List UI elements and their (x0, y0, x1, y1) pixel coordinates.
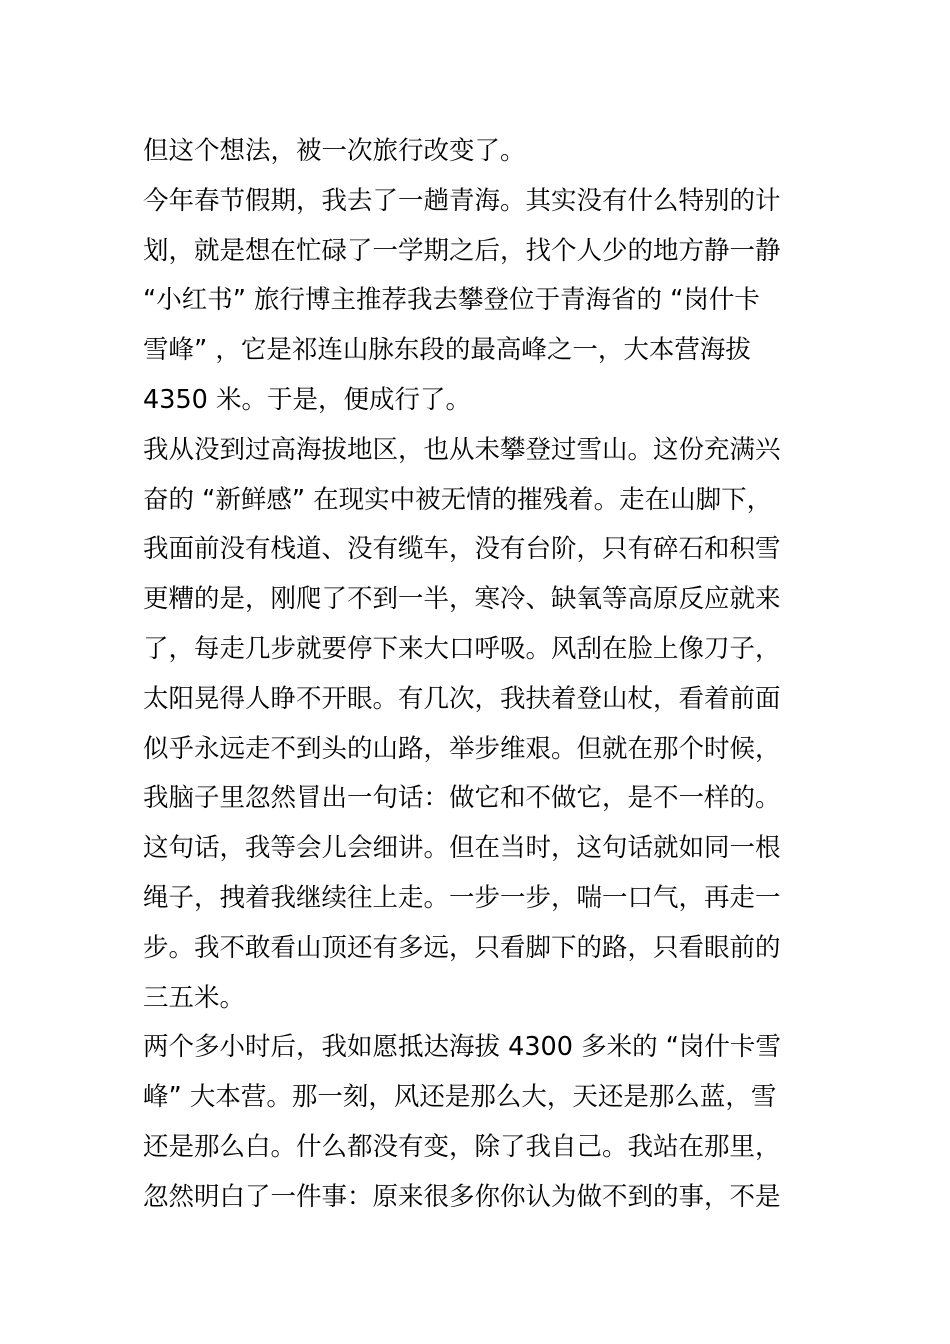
text-line-12: 太阳晃得人睁不开眼。有几次，我扶着登山杖，看着前面 (143, 683, 781, 714)
text-line-8: 奋的 “新鲜感” 在现实中被无情的摧残着。走在山脚下， (143, 484, 773, 515)
text-line-14: 我脑子里忽然冒出一句话：做它和不做它，是不一样的。 (143, 783, 781, 814)
text-line-2: 今年春节假期，我去了一趟青海。其实没有什么特别的计 (143, 185, 781, 216)
text-line-7: 我从没到过高海拔地区，也从未攀登过雪山。这份充满兴 (143, 434, 781, 465)
text-line-5: 雪峰” ，它是祁连山脉东段的最高峰之一，大本营海拔 (143, 335, 751, 366)
text-line-20: 峰” 大本营。那一刻，风还是那么大，天还是那么蓝，雪 (143, 1082, 777, 1113)
text-line-22: 忽然明白了一件事：原来很多你你认为做不到的事，不是 (143, 1181, 781, 1212)
text-line-13: 似乎永远走不到头的山路，举步维艰。但就在那个时候， (143, 733, 781, 764)
body-text (143, 127, 811, 1223)
text-line-10: 更糟的是，刚爬了不到一半，寒冷、缺氧等高原反应就来 (143, 584, 781, 615)
text-line-6: 4350 米。于是，便成行了。 (143, 384, 472, 415)
text-line-9: 我面前没有栈道、没有缆车，没有台阶，只有碎石和积雪 (143, 534, 781, 565)
text-line-21: 还是那么白。什么都没有变，除了我自己。我站在那里， (143, 1131, 781, 1162)
text-line-15: 这句话，我等会儿会细讲。但在当时，这句话就如同一根 (143, 833, 781, 864)
text-line-11: 了，每走几步就要停下来大口呼吸。风刮在脸上像刀子， (143, 633, 781, 664)
text-line-18: 三五米。 (143, 982, 246, 1013)
text-line-3: 划，就是想在忙碌了一学期之后，找个人少的地方静一静 (143, 235, 781, 266)
text-line-4: “小红书” 旅行博主推荐我去攀登位于青海省的 “岗什卡 (143, 285, 760, 316)
text-line-17: 步。我不敢看山顶还有多远，只看脚下的路，只看眼前的 (143, 932, 781, 963)
text-line-16: 绳子，拽着我继续往上走。一步一步，喘一口气，再走一 (143, 882, 781, 913)
text-line-1: 但这个想法，被一次旅行改变了。 (143, 136, 526, 166)
text-line-19: 两个多小时后，我如愿抵达海拔 4300 多米的 “岗什卡雪 (143, 1032, 781, 1063)
